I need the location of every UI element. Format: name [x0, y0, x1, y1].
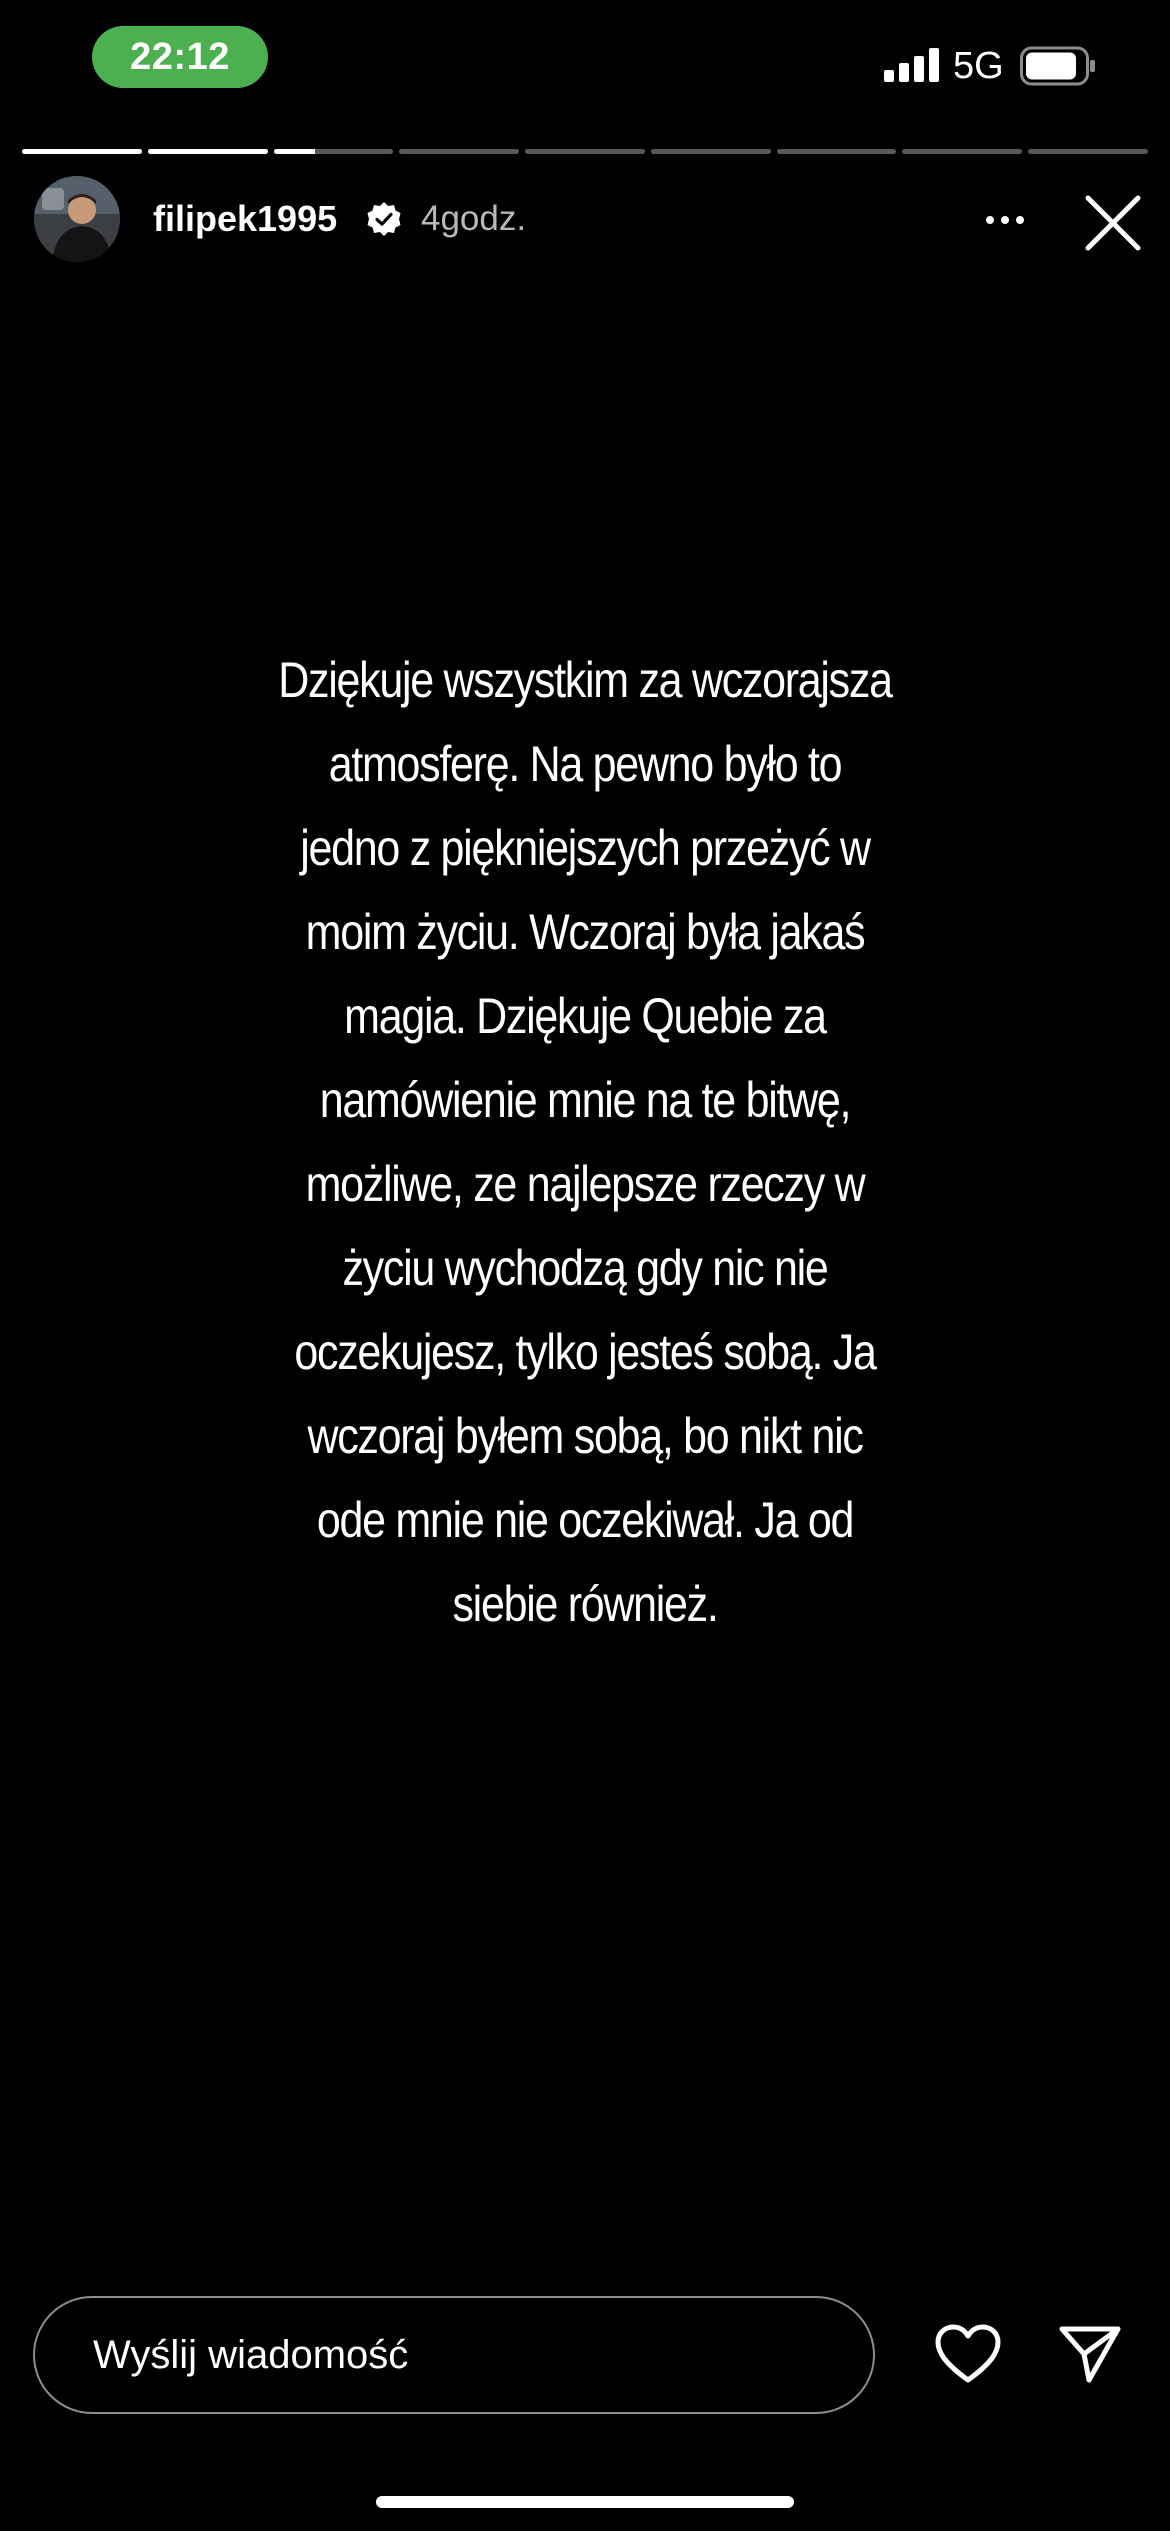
story-line: oczekujesz, tylko jesteś sobą. Ja [294, 1324, 876, 1380]
battery-icon [1020, 46, 1096, 86]
story-progress-segment [399, 149, 519, 154]
status-bar [0, 0, 1170, 120]
story-line: siebie również. [452, 1576, 718, 1632]
story-line: wczoraj byłem sobą, bo nikt nic [307, 1408, 863, 1464]
story-line: ode mnie nie oczekiwał. Ja od [316, 1492, 854, 1548]
send-message-input[interactable] [33, 2296, 875, 2414]
avatar[interactable] [34, 176, 120, 262]
story-timestamp: 4godz. [421, 199, 527, 238]
story-progress-segment [1028, 149, 1148, 154]
story-progress-segment [777, 149, 897, 154]
story-progress [22, 149, 1148, 154]
story-line: moim życiu. Wczoraj była jakaś [305, 904, 865, 960]
story-progress-segment [274, 149, 394, 154]
story-progress-segment [148, 149, 268, 154]
signal-bars-icon [884, 48, 940, 82]
heart-icon[interactable] [935, 2324, 1001, 2384]
story-text [241, 638, 929, 1646]
more-horizontal-icon[interactable] [975, 200, 1035, 240]
story-line: atmosferę. Na pewno było to [328, 736, 842, 792]
send-icon[interactable] [1058, 2324, 1122, 2384]
story-header [0, 176, 1170, 266]
story-line: jedno z piękniejszych przeżyć w [300, 820, 870, 876]
avatar-image [34, 176, 120, 262]
home-indicator [376, 2496, 794, 2508]
story-progress-segment [902, 149, 1022, 154]
story-line: namówienie mnie na te bitwę, [319, 1072, 851, 1128]
username[interactable]: filipek1995 [153, 198, 338, 239]
status-time: 22:12 [92, 26, 268, 88]
story-line: magia. Dziękuje Quebie za [344, 988, 826, 1044]
story-line: Dziękuje wszystkim za wczorajsza [278, 652, 892, 708]
story-progress-segment [22, 149, 142, 154]
story-progress-segment [651, 149, 771, 154]
story-line: życiu wychodzą gdy nic nie [342, 1240, 828, 1296]
story-progress-segment [525, 149, 645, 154]
story-line: możliwe, ze najlepsze rzeczy w [305, 1156, 865, 1212]
close-icon[interactable] [1082, 192, 1144, 254]
network-type: 5G [953, 45, 1004, 87]
verified-badge-icon [366, 201, 402, 237]
